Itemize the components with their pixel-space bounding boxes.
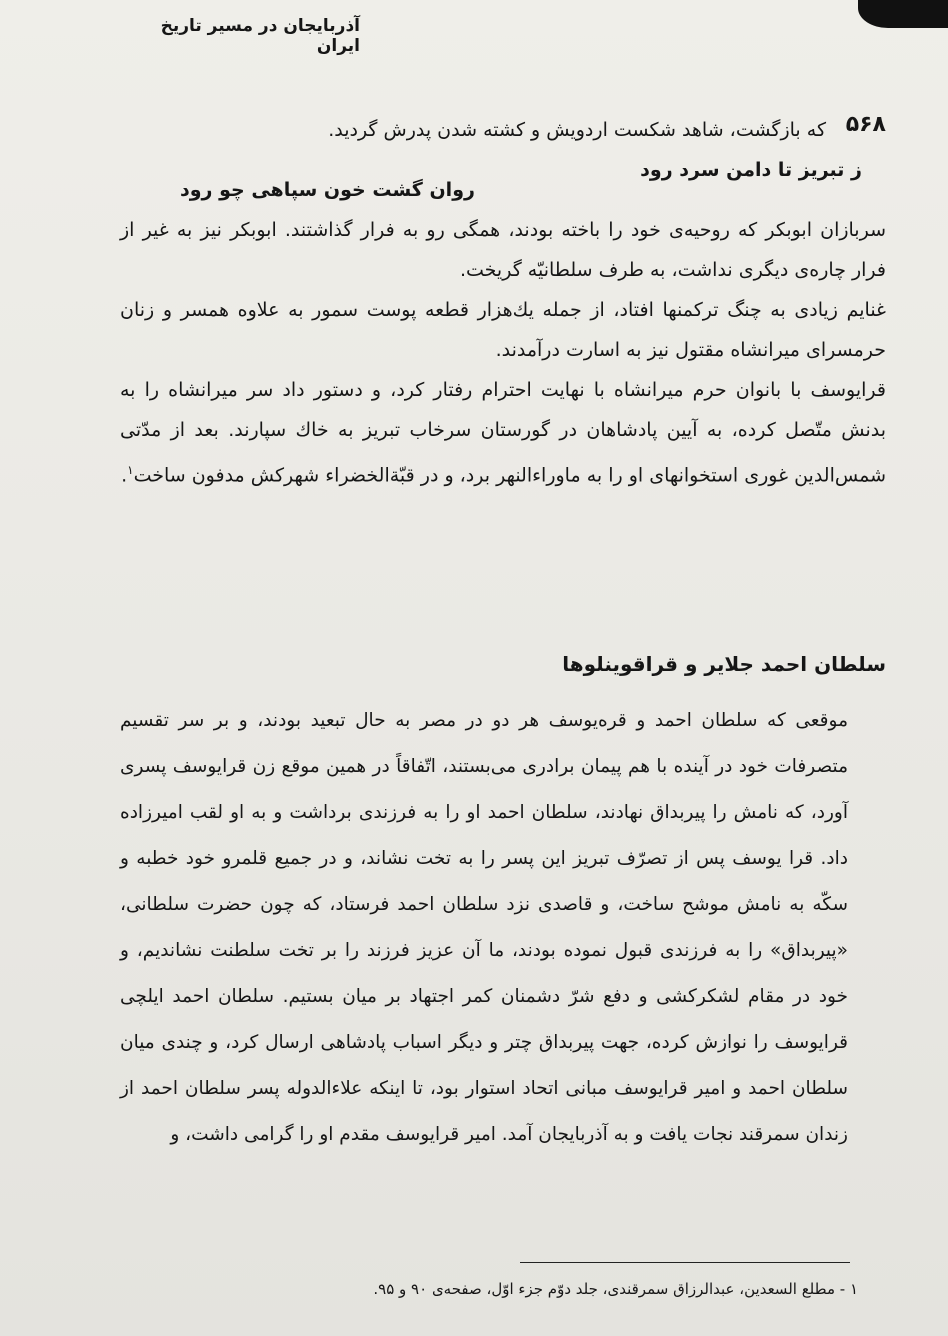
opening-line: که بازگشت، شاهد شکست اردویش و کشته شدن پدرش گردید. <box>328 119 826 141</box>
page-number: ۵۶۸ <box>845 112 886 137</box>
paragraph-miranshah-burial-text: قرایوسف با بانوان حرم میرانشاه با نهایت احترام رفتار کرد، و دستور داد سر میرانشاه را به بدنش متّصل کرده، به آیین پادشاهان در گورستان سرخاب تبریز به خاك سپارند. بعد از مدّتی شمس‌الدین غوری استخوانهای او را به ماوراءالنهر برد، و در قبّةالخضراء شهرکش مدفون ساخت <box>120 379 886 487</box>
footnote-reference: ۱ <box>127 463 134 477</box>
footnote: ۱ - مطلع السعدین، عبدالرزاق سمرقندی، جلد دوّم جزء اوّل، صفحه‌ی ۹۰ و ۹۵. <box>373 1280 858 1298</box>
section-body <box>120 698 886 1158</box>
running-title: آذربایجان در مسیر تاریخ ایران <box>160 16 360 56</box>
section-heading: سلطان احمد جلایر و قراقوینلوها <box>562 652 886 676</box>
verse-couplet <box>180 150 862 210</box>
verse-hemistich-left: روان گشت خون سپاهی چو رود <box>180 179 475 201</box>
paragraph-abubakr-flight: سربازان ابوبکر که روحیه‌ی خود را باخته بودند، همگی رو به فرار گذاشتند. ابوبکر نیز به غیر از فرار چاره‌ی دیگری نداشت، به طرف سلطانیّه گریخت. <box>120 219 886 281</box>
scan-corner-shadow <box>858 0 948 28</box>
paragraph-miranshah-burial: قرایوسف با بانوان حرم میرانشاه با نهایت احترام رفتار کرد، و دستور داد سر میرانشاه را به بدنش متّصل کرده، به آیین پادشاهان در گورستان سرخاب تبریز به خاك سپارند. بعد از مدّتی شمس‌الدین غوری استخوانهای او را به ماوراءالنهر برد، و در قبّةالخضراء شهرکش مدفون ساخت$^۱$. <box>120 379 886 487</box>
top-text-block <box>120 110 886 495</box>
paragraph-spoils: غنایم زیادی به چنگ ترکمنها افتاد، از جمله یك‌هزار قطعه پوست سمور به علاوه همسر و زنان حرمسرای میرانشاه مقتول نیز به اسارت درآمدند. <box>120 299 886 361</box>
verse-hemistich-right: ز تبریز تا دامن سرد رود <box>640 159 862 181</box>
footnote-divider <box>520 1262 850 1263</box>
section-paragraph: موقعی که سلطان احمد و قره‌یوسف هر دو در مصر به حال تبعید بودند، و بر سر تقسیم متصرفات خود در آینده با هم پیمان برادری می‌بستند، اتّفاقاً در همین موقع زن قرایوسف پسری آورد، که نامش را پیربداق نهادند، سلطان احمد او را به فرزندی برداشت و به او لقب امیرزاده داد. قرا یوسف پس از تصرّف تبریز این پسر را به تخت نشاند، و در جمیع قلمرو خود خطبه و سکّه به نامش موشح ساخت، و قاصدی نزد سلطان احمد فرستاد، که چون حضرت سلطانی، «پیربداق» را به فرزندی قبول نموده بودند، ما آن عزیز فرزند را بر تخت سلطنت نشاندیم، و خود در مقام لشکرکشی و دفع شرّ دشمنان کمر اجتهاد بر میان بستیم. سلطان احمد ایلچی قرایوسف را نوازش کرده، جهت پیربداق چتر و دیگر اسباب پادشاهی ارسال کرد، و چندی میان سلطان احمد و امیر قرایوسف مبانی اتحاد استوار بود، تا اینکه علاءالدوله پسر سلطان احمد از زندان سمرقند نجات یافت و به آذربایجان آمد. امیر قرایوسف مقدم او را گرامی داشت، و <box>120 710 848 1145</box>
